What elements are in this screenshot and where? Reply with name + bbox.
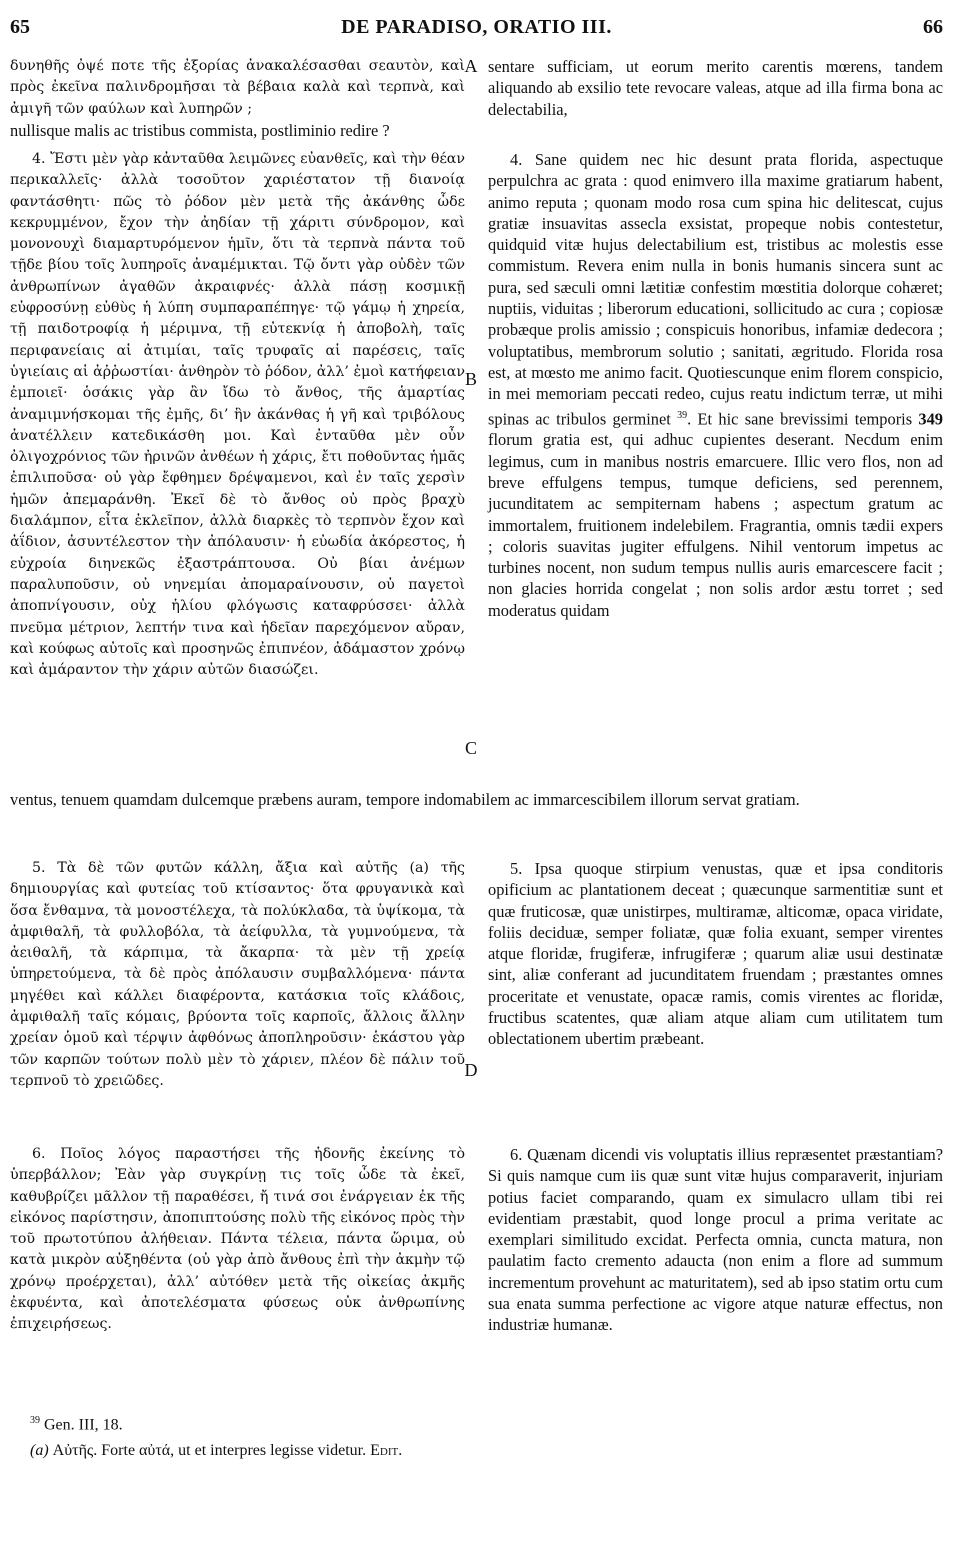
section-marker-c: C <box>464 738 477 758</box>
page-header <box>10 16 943 42</box>
footnotes <box>30 1408 930 1464</box>
running-title: DE PARADISO, ORATIO III. <box>341 16 612 38</box>
footnote-a: (a) Αὐτῆς. Forte αὐτά, ut et interpres legisse videtur. Edit. <box>30 1442 403 1460</box>
latin-column-section-5 <box>488 858 943 1050</box>
greek-paragraph: δυνηθῆς ὀψέ ποτε τῆς ἐξορίας ἀνακαλέσασθαι σεαυτὸν, καὶ πρὸς ἐκεῖνα παλινδρομῆσαι τὰ βέβαια καλὰ καὶ τερπνὰ, καὶ ἀμιγῆ τῶν φαύλων καὶ λυπηρῶν ; <box>10 58 465 117</box>
greek-paragraph-4: 4. Ἔστι μὲν γὰρ κἀνταῦθα λειμῶνες εὐανθεῖς, καὶ τὴν θέαν περικαλλεῖς· ἀλλὰ τοσοῦτον χαριέστατον τῇ διανοίᾳ φαντάσθητι· πῶς τὸ ῥόδον μὲν μετὰ τῆς ἀκάνθης ὧδε κεκρυμμένον, ἔχον τὴν ἀηδίαν τῇ χάριτι σύνδρομον, καὶ μονονουχὶ διαμαρτυρόμενον ἡμῖν, ὅτι τὰ τερπνὰ πάντα τοῦ τῇδε βίου τοῖς λυπηροῖς ἀναμέμικται. Τῷ ὄντι γὰρ οὐδὲν τῶν ἀνθρωπίνων ἀγαθῶν ἀκραιφνές· ἀλλὰ πάσῃ κοσμικῇ εὐφροσύνῃ εὐθὺς ἡ λύπη συμπαραπέπηγε· τῷ γάμῳ ἡ χηρεία, τῇ παιδοτροφίᾳ ἡ μέριμνα, τῇ εὐτεκνίᾳ ἡ ἀποβολὴ, ταῖς περιφανείαις αἱ ἀτιμίαι, ταῖς τρυφαῖς αἱ παρέσεις, ταῖς ὑγιείαις αἱ ἀῤῥωστίαι· ἀνθηρὸν τὸ ῥόδον, ἀλλ’ ἐμοὶ κατήφειαν ἐμποιεῖ· ὁσάκις γὰρ ἂν ἴδω τὸ ἄνθος, τῆς ἁμαρτίας ἀναμιμνήσκομαι τῆς ἐμῆς, δι’ ἣν ἀκάνθας ἡ γῆ καὶ τριβόλους ἀνατέλλειν κατεδικάσθη μοι. Καὶ ἐνταῦθα μὲν οὖν ὀλιγοχρόνιος τῶν ἠρινῶν ἀνθέων ἡ χάρις, ἔτι ποθοῦντας ἡμᾶς ἐπιλιποῦσα· οὐ γὰρ ἔφθημεν δρέψαμενοι, καὶ ἐν ταῖς χερσὶν ἡμῶν ἀπεμαράνθη. Ἐκεῖ δὲ τὸ ἄνθος οὐ πρὸς βραχὺ διαλάμπον, εἶτα ἐκλεῖπον, ἀλλὰ διαρκὲς τὸ τερπνὸν ἔχον καὶ ἀΐδιον, ἀσυντέλεστον τὴν ἀπόλαυσιν· ἡ εὐωδία ἀκόρεστος, ἡ εὐχροία διηνεκῶς ἐξαστράπτουσα. Οὐ βίαι ἀνέμων παραλυποῦσιν, οὐ νηνεμίαι ἀπομαραίνουσιν, οὐ παγετοὶ ἀποπνίγουσιν, οὐχ ἡλίου φλόγωσις καταφρύσσει· ἀλλὰ πνεῦμα μέτριον, λεπτήν τινα καὶ ἡδεῖαν παρεχόμενον αὔραν, καὶ κούφως αὐτοῖς καὶ προσηνῶς ἐπιπνέον, ἀδάμαστον χρόνῳ καὶ ἀμάραντον τὴν χάριν αὐτῶν διασώζει. <box>10 151 465 679</box>
section-5 <box>10 858 943 1152</box>
section-6 <box>10 1144 943 1406</box>
greek-column-section-4 <box>10 149 465 681</box>
section-marker-d: D <box>464 1060 478 1080</box>
greek-column-section-5 <box>10 858 465 1092</box>
latin-paragraph: sentare sufficiam, ut eorum merito carentis mœrens, tandem aliquando ab exsilio tete revocare valeas, atque ad illa firma bona ac delectabilia, <box>488 57 943 119</box>
latin-column-section-6 <box>488 1144 943 1336</box>
section-marker-b: B <box>464 369 477 389</box>
full-width-line: nullisque malis ac tristibus commista, postliminio redire ? <box>10 121 390 140</box>
footnote-39: $^{39}$ Gen. III, 18. <box>30 1415 123 1434</box>
page-number-left: 65 <box>10 16 30 38</box>
page-number-right: 66 <box>923 16 943 38</box>
latin-column-section-4 <box>488 149 943 621</box>
greek-column-opening <box>10 56 465 120</box>
footnote-ref-39: 39 <box>677 409 688 421</box>
latin-column-opening <box>488 56 943 120</box>
column-number-349: 349 <box>918 409 943 429</box>
greek-paragraph-5: 5. Τὰ δὲ τῶν φυτῶν κάλλη, ἄξια καὶ αὐτῆς (a) τῆς δημιουργίας καὶ φυτείας τοῦ κτίσαντος· ὅτα φρυγανικὰ καὶ ὅσα ἔνθαμνα, τὰ μονοστέλεχα, τὰ πολύκλαδα, τὰ ὑψίκομα, τὰ ἀμφιθαλῆ, τὰ φυλλοβόλα, τὰ ἀείφυλλα, τὰ γυμνούμενα, τὰ ἀειθαλῆ, τὰ κάρπιμα, τὰ ἄκαρπα· τὰ μὲν τῇ χρείᾳ ὑπηρετούμενα, τὰ δὲ πρὸς ἀπόλαυσιν συμβαλλόμενα· πάντα μηγέθει καὶ κάλλει διαφέροντα, κατάσκια τοῖς κλάδοις, ἀμφιθαλῆ ταῖς κόμαις, βρύοντα τοῖς καρποῖς, ἄλλοις ἄλλην χρείαν ὁμοῦ καὶ τέρψιν ἀφθόνως ἀποπληροῦσιν· ἑκάστου γὰρ τῶν καρπῶν τούτων πολὺ μὲν τὸ χάριεν, πλέον δὲ πάλιν τοῦ τερπνοῦ τὸ χρειῶδες. <box>10 860 465 1089</box>
latin-paragraph-4: 4. Sane quidem nec hic desunt prata florida, aspectuque perpulchra ac grata : quod enimvero illa maxime gratiarum habent, animo reputa ; quonam modo rosa cum spina hic delitescat, cujus gratiæ insuavitas assecla exsistat, propeque nobis contestetur, quidquid vitæ hujus delectabilium est, tristibus ac molestis esse commistum. Revera enim nulla in bonis humanis sincera sunt ac pura, sed sæculi omni lætitiæ confestim mœstitia dolorque cohæret; nuptiis, viduitas ; liberorum educationi, sollicitudo ac cura ; copiosæ probæque prolis amissio ; conspicuis honoribus, infamiæ dedecora ; voluptatibus, membrorum solutio ; sanitati, ægritudo. Florida rosa est, at mœsto me animo facit. Quotiescunque enim florem conspicio, in mei memoriam peccati redeo, cujus reatu indictum terræ, ut mihi spinas ac tribulos germinet $^{39}$. Et hic sane brevissimi temporis 349 florum gratia est, qui adhuc cupientes deserant. Necdum enim legimus, cum in manibus nostris emarcuere. Illic vero flos, non ad breve effulgens tempus, tumque deficiens, sed perennem, jucunditatem ac sempiternam habens ; aspectum gratum ac immortalem, fruitionem indelebilem. Fragrantia, omnis tædii expers ; coloris suavitas jugiter effulgens. Nihil ventorum impetus ac turbines nocent, non sudum tempus nullis auris emarcescere facit ; non glacies horrida congelat ; non solis ardor æstu torret ; sed moderatus quidam <box>488 150 943 620</box>
full-width-continuation: ventus, tenuem quamdam dulcemque præbens auram, tempore indomabilem ac immarcescibilem illorum servat gratiam. <box>10 790 800 809</box>
greek-column-section-6 <box>10 1144 465 1336</box>
section-marker-a: A <box>464 56 478 76</box>
latin-paragraph-6: 6. Quænam dicendi vis voluptatis illius repræsentet præstantiam? Si quis namque cum iis quæ sunt vitæ hujus comparaverit, injuriam potius faciet comparando, quam ex simulacro ullam tibi rei evidentiam præstabit, quod longe procul a prima veritate ac exemplari similitudo excidat. Perfecta omnia, cuncta matura, non paulatim facto cremento adaucta (non enim a flore ad summum incrementum provehunt ac maturitatem), sed ab ipso statim ortu cum sua enata summa perfectione ac vigore atque naturæ effectus, non industriæ humanæ. <box>488 1145 943 1335</box>
latin-paragraph-5: 5. Ipsa quoque stirpium venustas, quæ et ipsa conditoris opificium ac plantationem deceat ; quæcunque sarmentitiæ sunt et quæ fruticosæ, quæ unistirpes, multiramæ, alticomæ, opaca viridate, foliis deciduæ, semper foliatæ, quæ folia exuant, semper virentes atque floridæ, frugiferæ, infrugiferæ ; quarum aliæ usui destinatæ sint, aliæ conferant ad jucunditatem fruendam ; præstantes omnes proceritate et venustate, opacæ ramis, comis virentes ac floridæ, fructibus scatentes, quæ aliam atque aliam cum utilitatem tum oblectationem ubertim præbeant. <box>488 859 943 1049</box>
greek-paragraph-6: 6. Ποῖος λόγος παραστήσει τῆς ἡδονῆς ἐκείνης τὸ ὑπερβάλλον; Ἐὰν γὰρ συγκρίνῃ τις τοῖς ὧδε τὰ ἐκεῖ, καθυβρίζει μᾶλλον τῇ παραθέσει, ἤ τινά σοι ἐνάργειαν ἐκ τῆς εἰκόνος παρίστησιν, ἀποπιπτούσης πολὺ τῆς εἰκόνος πρὸς τὴν τοῦ πρωτοτύπου ἀλήθειαν. Πάντα τέλεια, πάντα ὥριμα, οὐ κατὰ μικρὸν αὐξηθέντα (οὐ γὰρ ἀπὸ ἄνθους ἐπὶ τὴν ἀκμὴν τῷ χρόνῳ προέρχεται), ἀλλ’ αὐτόθεν μετὰ τῆς οἰκείας ἀκμῆς ἐκφυέντα, καὶ ἀποτελέσματα φύσεως οὐκ ἀνθρωπίνης ἐπιχειρήσεως. <box>10 1146 465 1333</box>
